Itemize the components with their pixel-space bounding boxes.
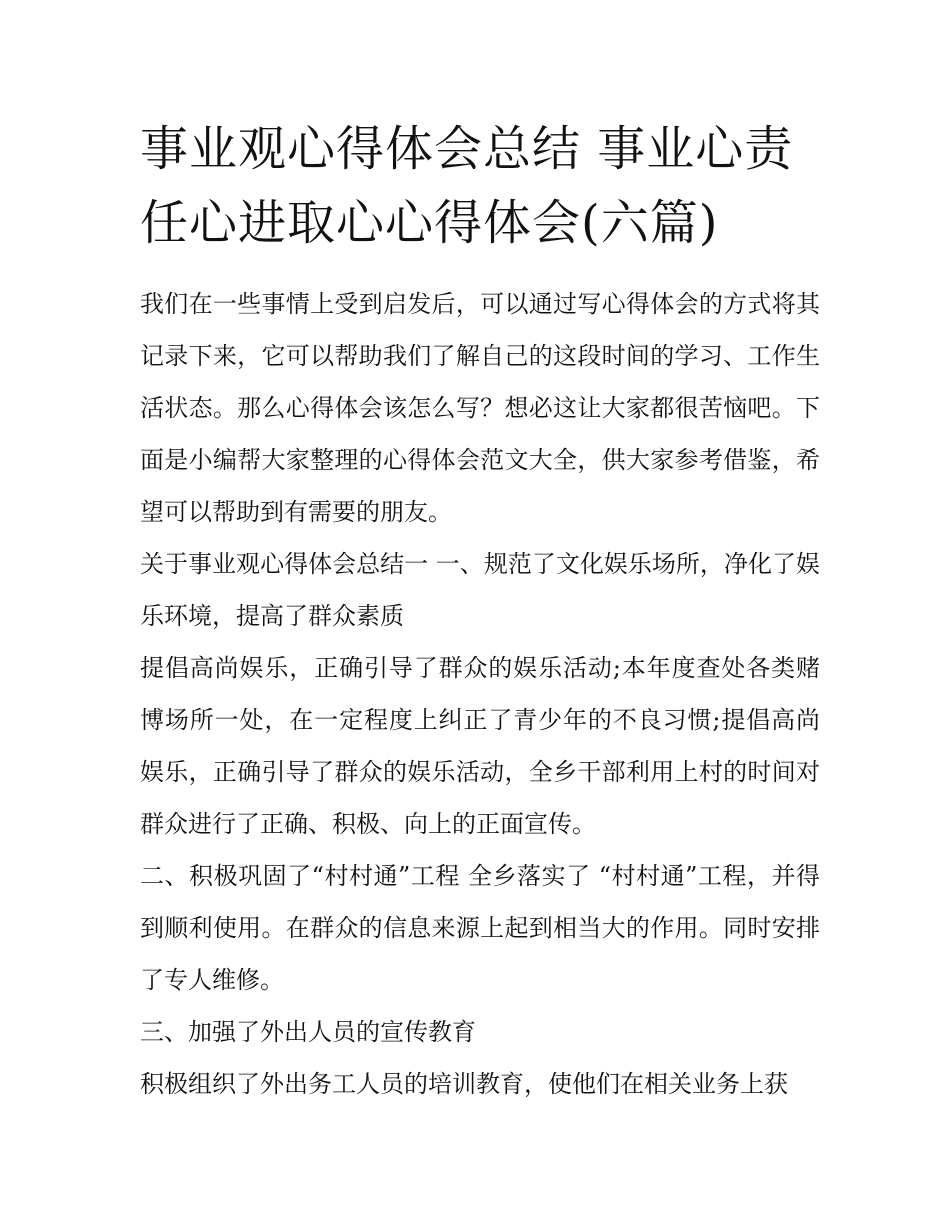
- document-body: [140, 278, 820, 1110]
- paragraph-section-three-heading: 三、加强了外出人员的宣传教育: [140, 1018, 476, 1046]
- paragraph-section-three-body: 积极组织了外出务工人员的培训教育，使他们在相关业务上获: [140, 1070, 788, 1098]
- paragraph-section-one-heading: 关于事业观心得体会总结一 一、规范了文化娱乐场所，净化了娱乐环境，提高了群众素质: [140, 550, 820, 630]
- paragraph-section-one-body: 提倡高尚娱乐，正确引导了群众的娱乐活动;本年度查处各类赌博场所一处，在一定程度上纠正了青少年的不良习惯;提倡高尚娱乐，正确引导了群众的娱乐活动，全乡干部利用上村的时间对群众进行了正确、积极、向上的正面宣传。: [140, 654, 820, 838]
- paragraph-section-two: 二、积极巩固了“村村通”工程 全乡落实了 “村村通”工程，并得到顺利使用。在群众的信息来源上起到相当大的作用。同时安排了专人维修。: [140, 862, 820, 994]
- paragraph-intro: 我们在一些事情上受到启发后，可以通过写心得体会的方式将其记录下来，它可以帮助我们了解自己的这段时间的学习、工作生活状态。那么心得体会该怎么写？想必这让大家都很苦恼吧。下面是小编帮大家整理的心得体会范文大全，供大家参考借鉴，希望可以帮助到有需要的朋友。: [140, 290, 820, 526]
- page-title: 事业观心得体会总结 事业心责任心进取心心得体会(六篇): [140, 121, 794, 251]
